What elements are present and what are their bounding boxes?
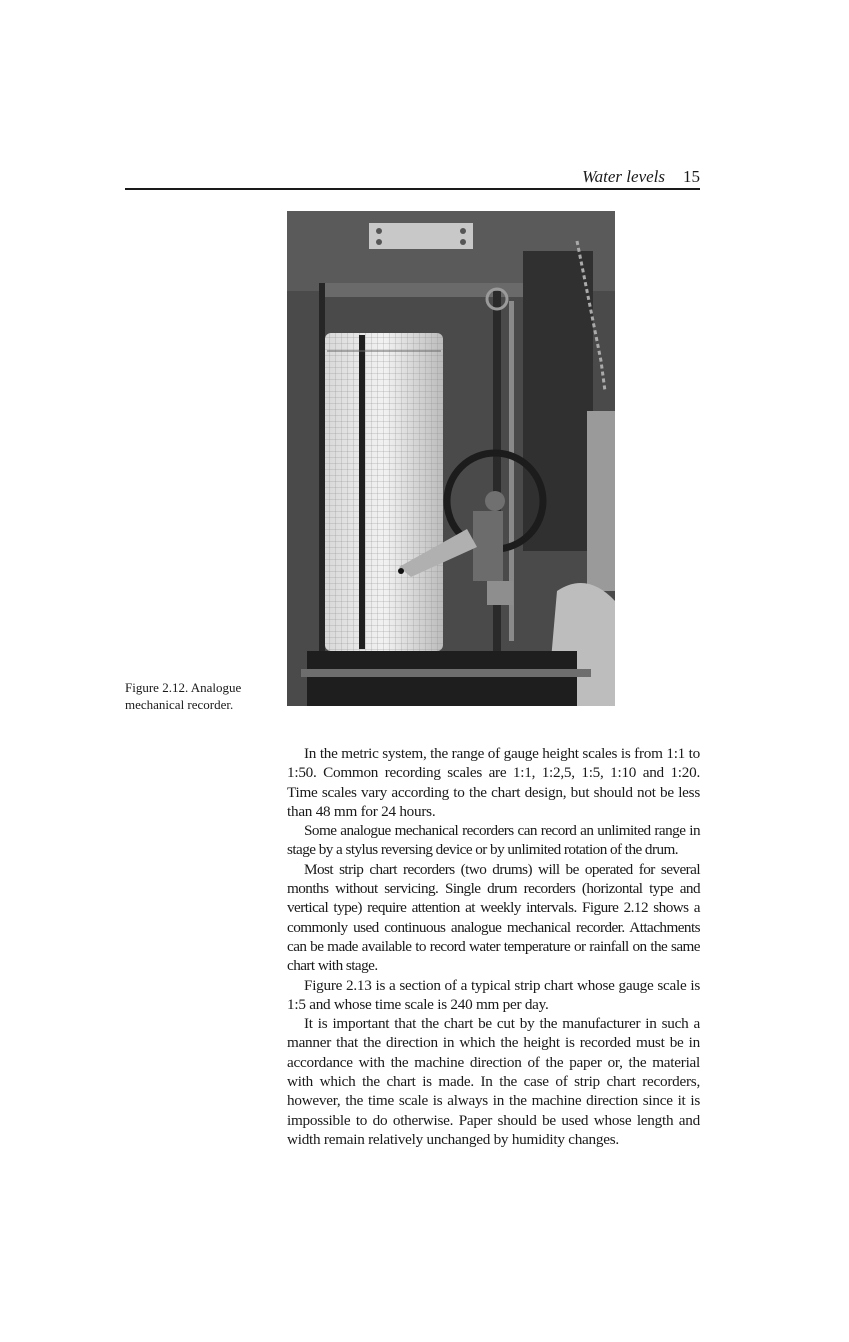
running-head — [125, 166, 700, 190]
analogue-recorder-photo — [287, 211, 615, 706]
paragraph: Some analogue mechanical recorders can record an unlimited range in stage by a stylus reversing device or by unlimited rotation of the drum. — [287, 822, 700, 859]
paragraph: Figure 2.13 is a section of a typical strip chart whose gauge scale is 1:5 and whose time scale is 240 mm per day. — [287, 976, 700, 1013]
paragraph: Most strip chart recorders (two drums) will be operated for several months without servicing. Single drum recorders (horizontal type and vertical type) require attention at weekly intervals. Figure 2.12 shows a commonly used continuous analogue mechanical recorder. Attachments can be made available to record water temperature or rainfall on the same chart with stage. — [287, 860, 700, 975]
paragraph: In the metric system, the range of gauge height scales is from 1:1 to 1:50. Common recording scales are 1:1, 1:2,5, 1:5, 1:10 and 1:20. Time scales vary according to the chart design, but should not be less than 48 mm for 24 hours. — [287, 745, 700, 820]
running-head-title: Water levels — [582, 167, 665, 186]
figure-caption — [125, 679, 275, 713]
page-number: 15 — [683, 167, 700, 186]
paragraph: It is important that the chart be cut by the manufacturer in such a manner that the direction in which the height is recorded must be in accordance with the machine direction of the paper or, the material with which the chart is made. In the case of strip chart recorders, however, the time scale is always in the machine direction since it is impossible to do otherwise. Paper should be used whose length and width remain relatively unchanged by humidity changes. — [287, 1015, 700, 1148]
figure-label: Figure 2.12. — [125, 680, 189, 695]
body-text — [287, 744, 700, 1149]
figure-caption-text: Analogue mechanical recorder. — [125, 680, 242, 712]
